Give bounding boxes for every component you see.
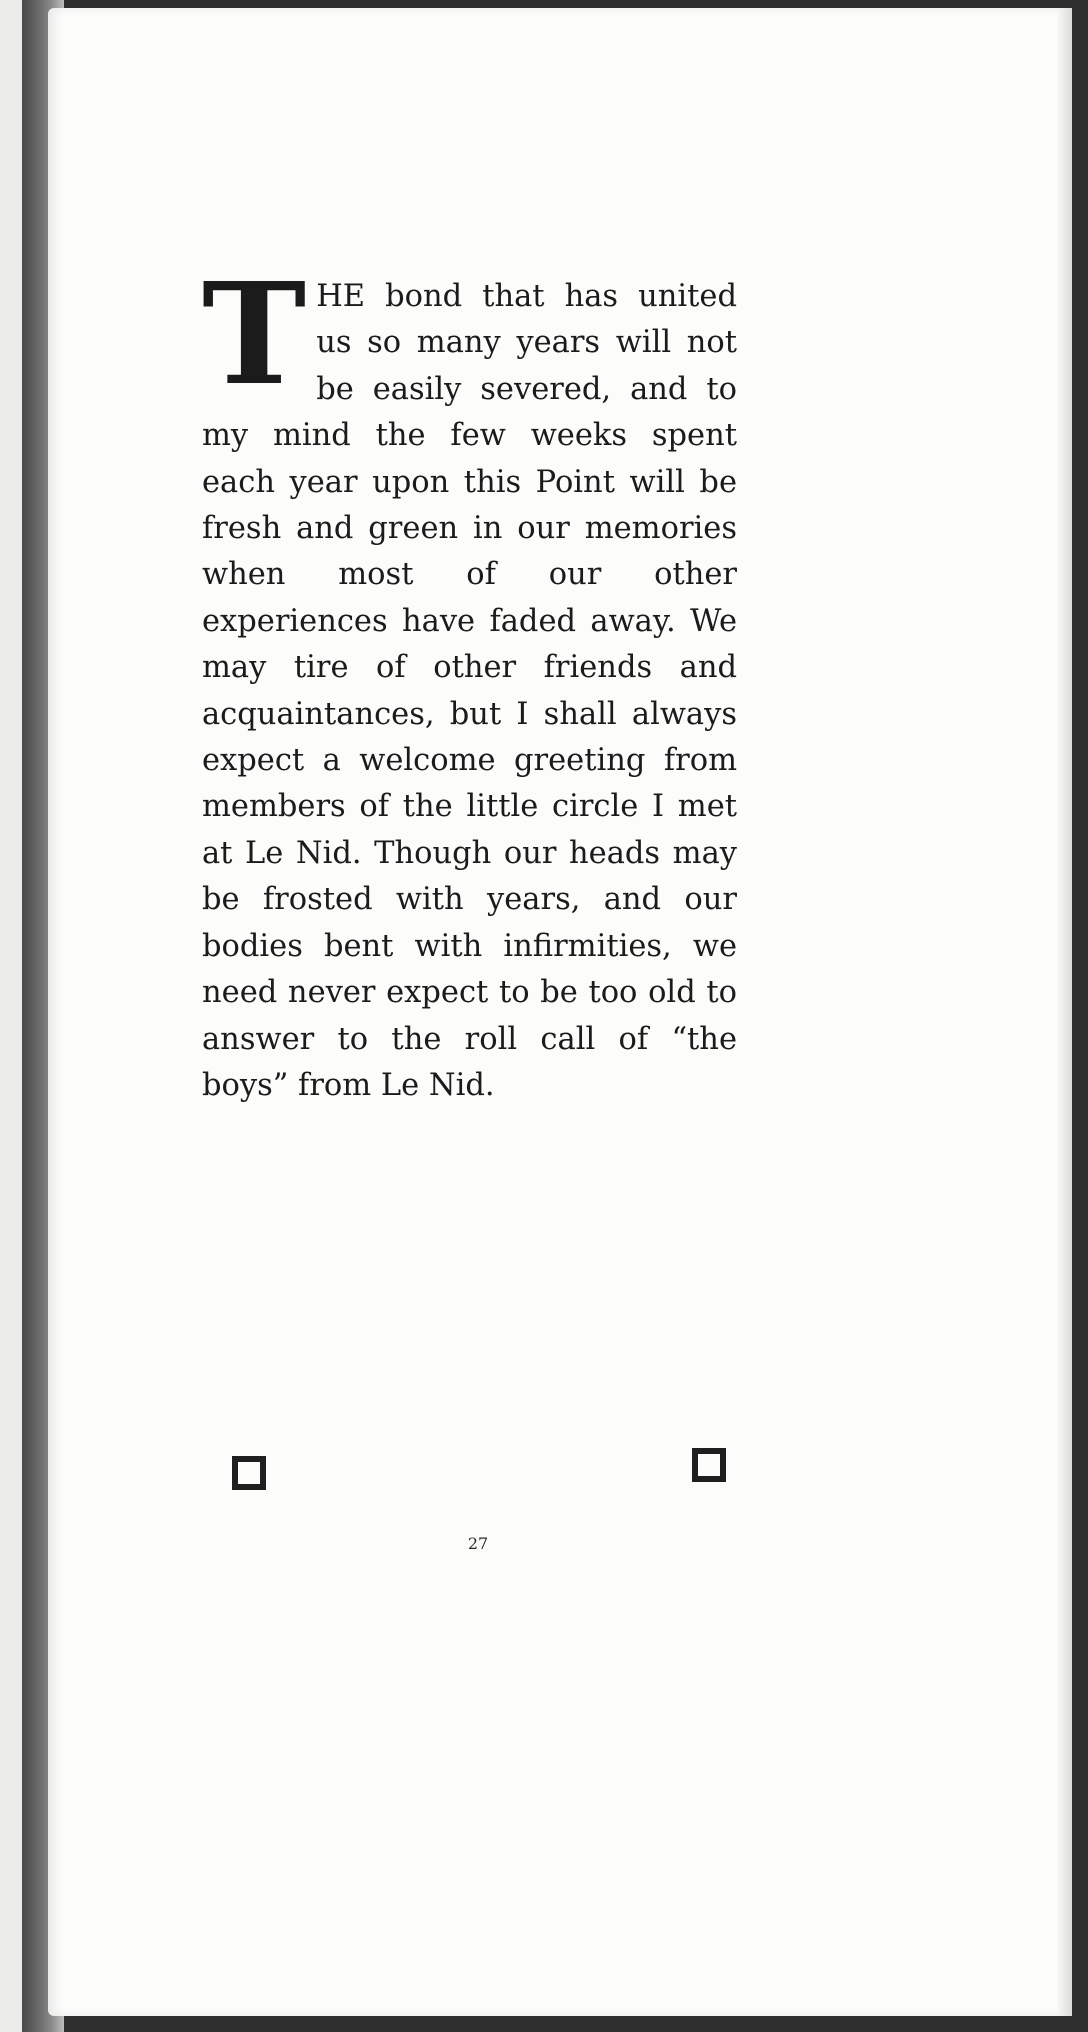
- square-ornament-icon: [692, 1448, 726, 1482]
- square-ornament-icon: [232, 1456, 266, 1490]
- page-number: 27: [467, 1534, 489, 1553]
- drop-cap: T: [202, 253, 303, 417]
- paragraph-text: HE bond that has united us so many years will not be easily severed, and to my mind the few weeks spent each year upon this Point will be fresh and green in our memories when most of our other experiences have faded away. We may tire of other friends and acquaintances, but I shall always expect a welcome greeting from members of the little circle I met at Le Nid. Though our heads may be frosted with years, and our bodies bent with infirmities, we need never expect to be too old to answer to the roll call of “the boys” from Le Nid.: [202, 279, 737, 1103]
- body-paragraph: [202, 253, 737, 1109]
- page-right-edge: [1058, 8, 1072, 2016]
- book-page: [48, 8, 1072, 2016]
- left-page-edge: [0, 0, 22, 2032]
